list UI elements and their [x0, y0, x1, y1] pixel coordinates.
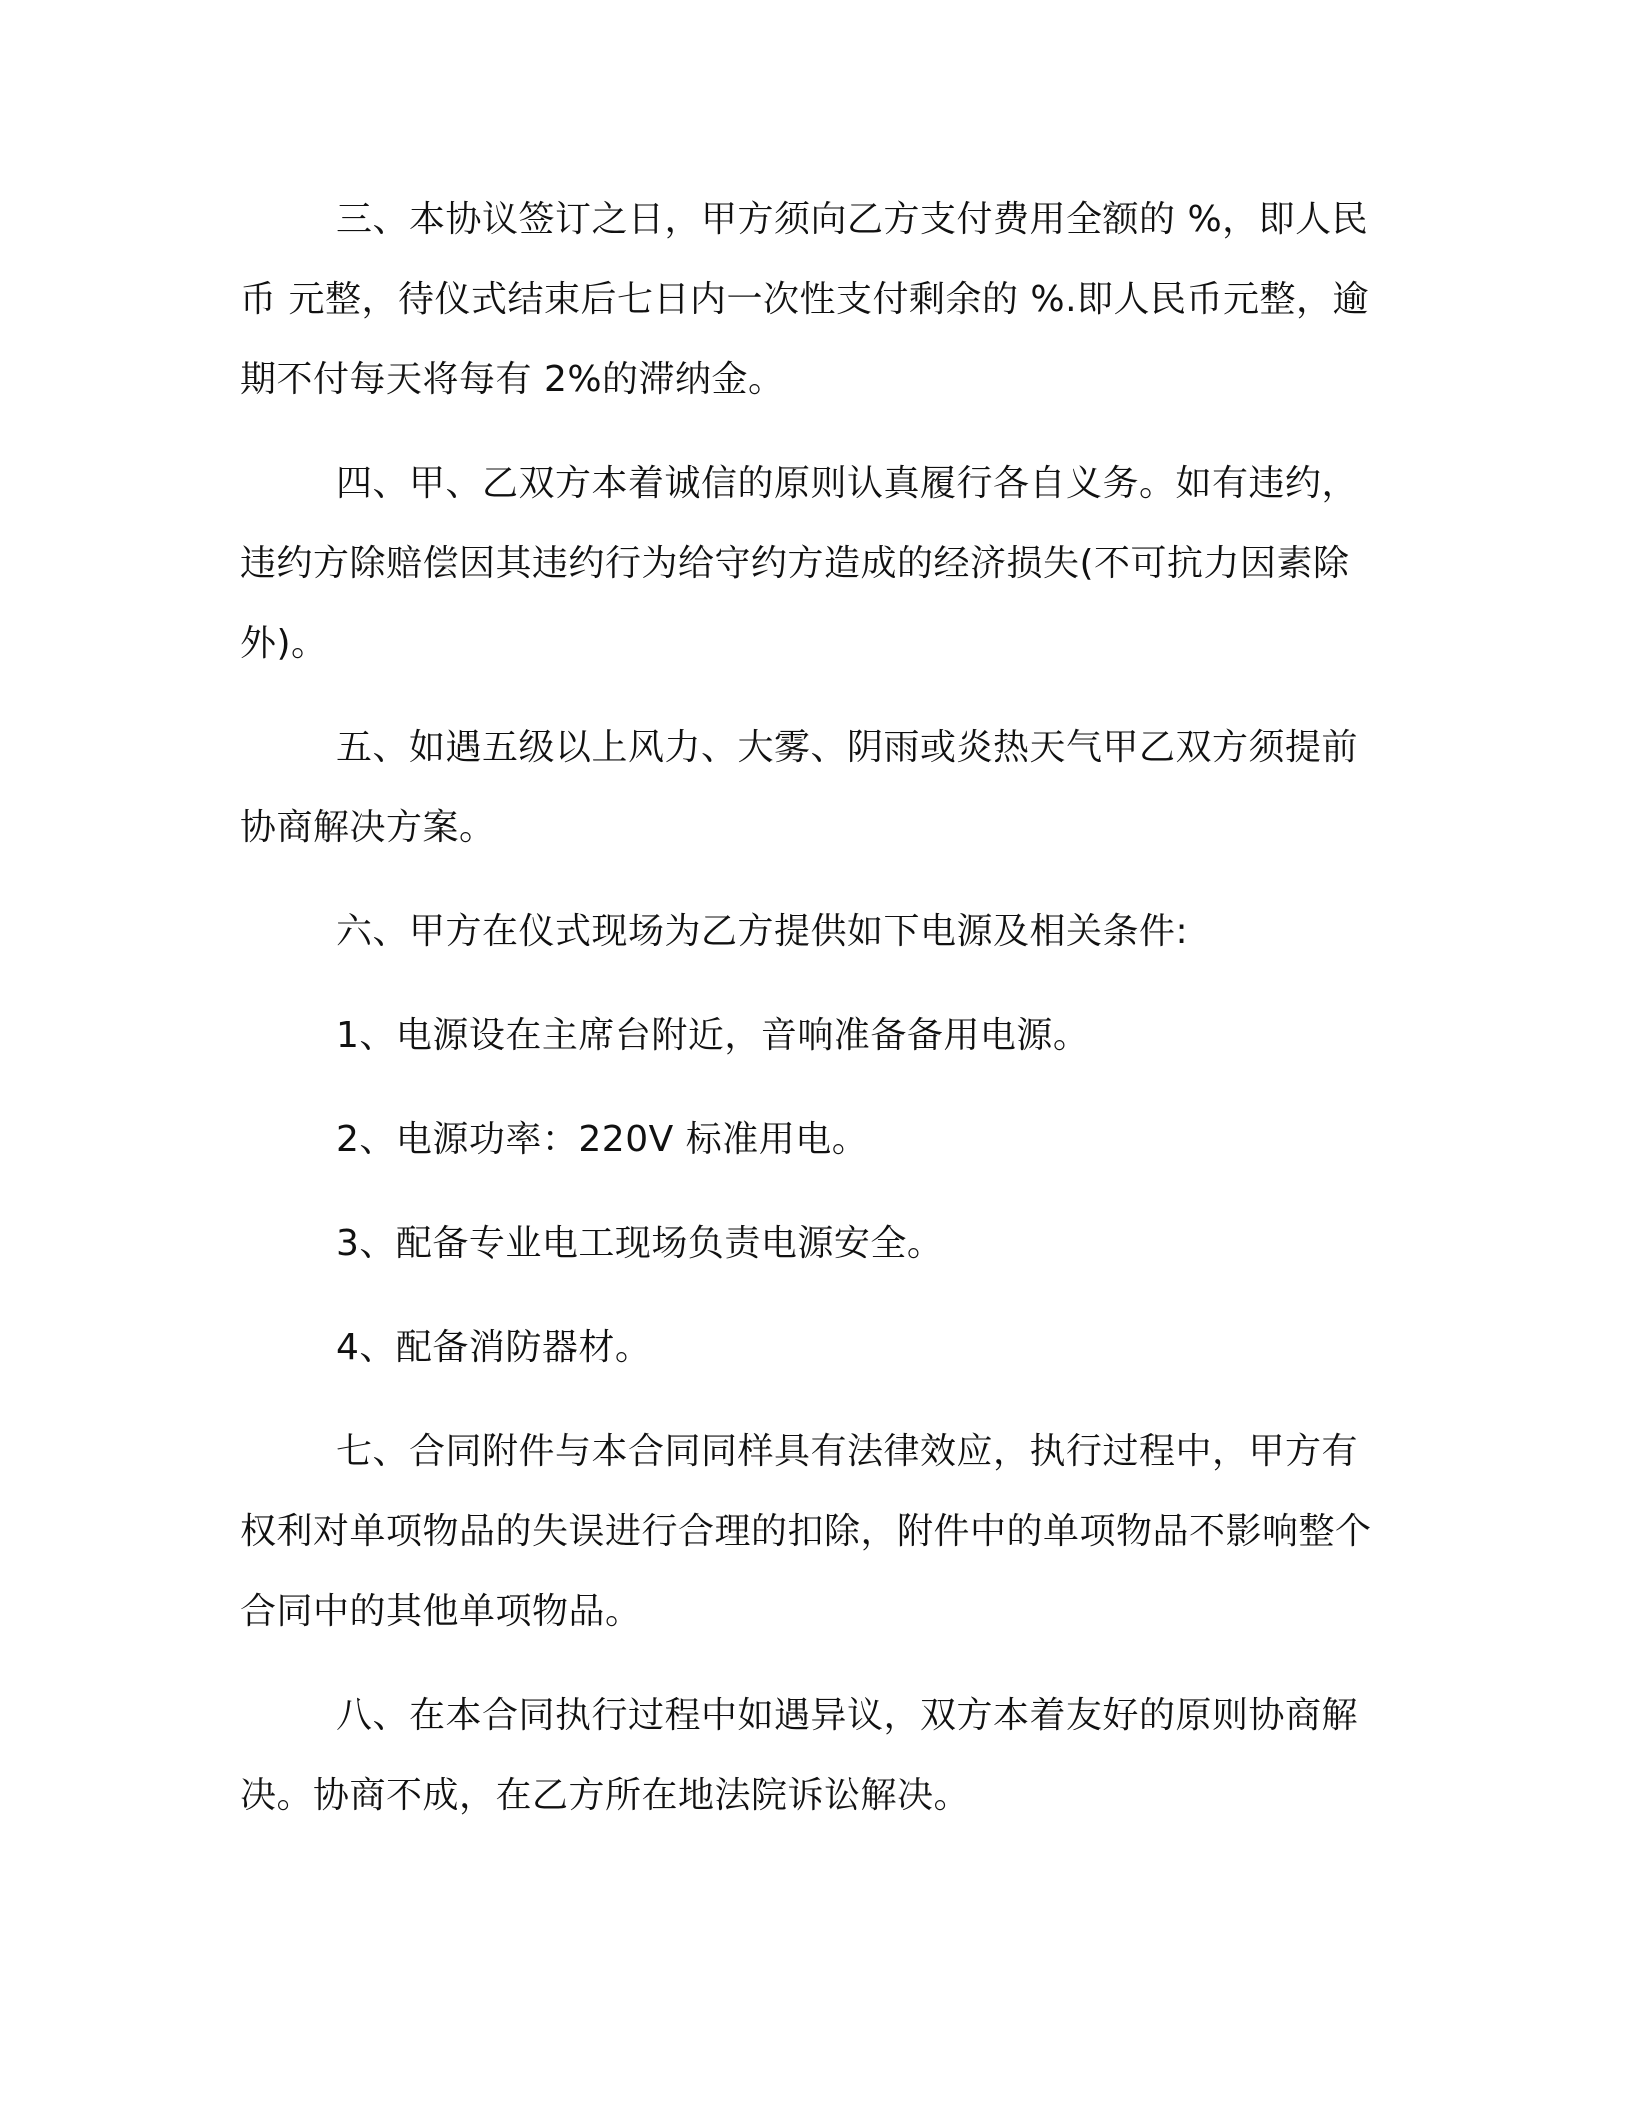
- clause-4-breach: 四、甲、乙双方本着诚信的原则认真履行各自义务。如有违约，违约方除赔偿因其违约行为给守约方造成的经济损失(不可抗力因素除外)。: [240, 463, 1359, 664]
- power-item-4: 4、配备消防器材。: [336, 1327, 652, 1368]
- document-body: [240, 180, 1390, 1860]
- clause-8-disputes: 八、在本合同执行过程中如遇异议，双方本着友好的原则协商解决。协商不成，在乙方所在地法院诉讼解决。: [240, 1695, 1359, 1816]
- power-item-1: 1、电源设在主席台附近，音响准备备用电源。: [336, 1015, 1090, 1056]
- clause-6-power: 六、甲方在仪式现场为乙方提供如下电源及相关条件:: [336, 911, 1189, 952]
- clause-3-payment: 三、本协议签订之日，甲方须向乙方支付费用全额的 %，即人民币 元整，待仪式结束后七日内一次性支付剩余的 %.即人民币元整，逾期不付每天将每有 2%的滞纳金。: [240, 199, 1370, 400]
- power-item-3: 3、配备专业电工现场负责电源安全。: [336, 1223, 944, 1264]
- power-item-2: 2、电源功率：220V 标准用电。: [336, 1119, 869, 1160]
- clause-7-attachments: 七、合同附件与本合同同样具有法律效应，执行过程中，甲方有权利对单项物品的失误进行合理的扣除，附件中的单项物品不影响整个合同中的其他单项物品。: [240, 1431, 1372, 1632]
- clause-5-weather: 五、如遇五级以上风力、大雾、阴雨或炎热天气甲乙双方须提前协商解决方案。: [240, 727, 1359, 848]
